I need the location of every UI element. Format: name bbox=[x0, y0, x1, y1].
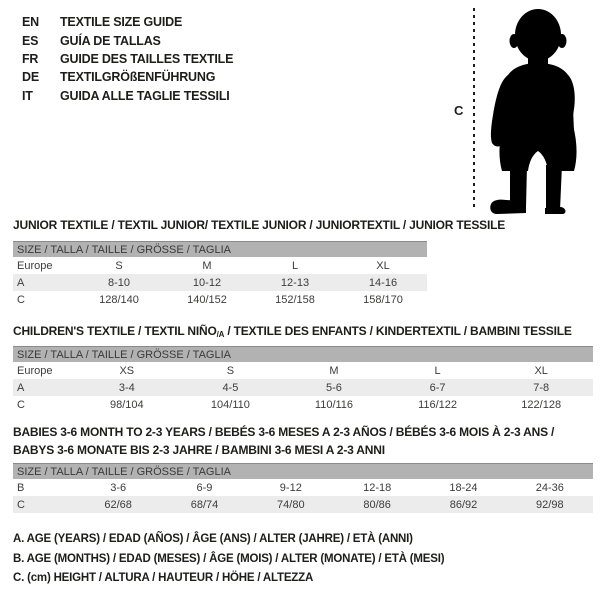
size-cell: 9-12 bbox=[279, 481, 302, 494]
language-label: TEXTILE SIZE GUIDE bbox=[60, 15, 183, 30]
size-header-row bbox=[13, 347, 593, 363]
size-table-babies bbox=[13, 463, 593, 513]
title-text: / TEXTILE DES ENFANTS / KINDERTEXTIL / BAMBINI TESSILE bbox=[224, 324, 572, 338]
size-cell: 140/152 bbox=[187, 293, 227, 306]
language-code: DE bbox=[22, 70, 39, 85]
size-cell: S bbox=[115, 259, 123, 272]
baby-silhouette-icon bbox=[486, 5, 588, 215]
size-cell: M bbox=[329, 364, 339, 377]
size-cell: 92/98 bbox=[507, 496, 593, 513]
row-label: C bbox=[13, 496, 75, 513]
size-cell: 6-7 bbox=[386, 379, 490, 396]
size-header-label: SIZE / TALLA / TAILLE / GRÖSSE / TAGLIA bbox=[13, 464, 593, 480]
language-label: GUÍA DE TALLAS bbox=[60, 33, 161, 48]
language-code: FR bbox=[22, 51, 39, 66]
legend-line-a: A. AGE (YEARS) / EDAD (AÑOS) / ÂGE (ANS) / ALTER (JAHRE) / ETÀ (ANNI) bbox=[13, 533, 413, 545]
size-cell: 158/170 bbox=[363, 293, 403, 306]
size-cell: XL bbox=[534, 364, 548, 377]
row-label: Europe bbox=[17, 259, 53, 272]
legend-line-c: C. (cm) HEIGHT / ALTURA / HAUTEUR / HÖHE / ALTEZZA bbox=[13, 572, 314, 584]
size-header-label: SIZE / TALLA / TAILLE / GRÖSSE / TAGLIA bbox=[13, 242, 427, 258]
title-subscript: /A bbox=[216, 330, 225, 339]
size-table-children bbox=[13, 346, 593, 413]
table-row-b bbox=[13, 479, 593, 496]
size-cell: S bbox=[226, 364, 235, 377]
size-cell: 7-8 bbox=[489, 379, 593, 396]
language-title-list bbox=[22, 13, 233, 105]
language-row-fr bbox=[22, 50, 233, 68]
row-label: C bbox=[17, 293, 25, 306]
size-cell: L bbox=[291, 259, 299, 272]
row-label: A bbox=[13, 274, 75, 291]
size-cell: 4-5 bbox=[179, 379, 283, 396]
language-row-en bbox=[22, 13, 233, 31]
size-cell: 6-9 bbox=[196, 481, 213, 494]
table-row-europe bbox=[13, 257, 427, 274]
size-cell: 98/104 bbox=[109, 398, 144, 411]
size-cell: XS bbox=[119, 364, 135, 377]
section-title-children bbox=[13, 322, 572, 342]
size-cell: 3-6 bbox=[110, 481, 127, 494]
language-row-de bbox=[22, 68, 233, 86]
size-cell: 8-10 bbox=[75, 274, 163, 291]
size-cell: 12-13 bbox=[251, 274, 339, 291]
size-cell: 18-24 bbox=[449, 481, 478, 494]
size-cell: 152/158 bbox=[275, 293, 315, 306]
size-cell: 86/92 bbox=[420, 496, 506, 513]
height-dotted-line bbox=[473, 8, 475, 211]
section-title-babies-line2: BABYS 3-6 MONATE BIS 2-3 JAHRE / BAMBINI 3-6 MESI A 2-3 ANNI bbox=[13, 443, 385, 457]
language-row-es bbox=[22, 31, 233, 49]
measurement-legend bbox=[13, 530, 444, 589]
size-header-label: SIZE / TALLA / TAILLE / GRÖSSE / TAGLIA bbox=[13, 347, 593, 363]
size-cell: 62/68 bbox=[75, 496, 161, 513]
size-cell: M bbox=[202, 259, 212, 272]
legend-line-b: B. AGE (MONTHS) / EDAD (MESES) / ÂGE (MOIS) / ALTER (MONATE) / ETÀ (MESI) bbox=[13, 552, 445, 565]
language-row-it bbox=[22, 87, 233, 105]
table-row-europe bbox=[13, 362, 593, 379]
size-cell: XL bbox=[376, 259, 390, 272]
language-code: EN bbox=[22, 15, 39, 30]
height-measure-label: C bbox=[454, 103, 464, 118]
size-cell: 116/122 bbox=[418, 398, 458, 411]
language-label: GUIDA ALLE TAGLIE TESSILI bbox=[60, 88, 230, 103]
size-table-junior bbox=[13, 241, 427, 308]
size-header-row bbox=[13, 242, 427, 258]
language-code: IT bbox=[22, 88, 33, 103]
size-cell: 10-12 bbox=[163, 274, 251, 291]
size-cell: 12-18 bbox=[363, 481, 392, 494]
size-cell: 128/140 bbox=[99, 293, 139, 306]
table-row-c bbox=[13, 396, 593, 413]
language-code: ES bbox=[22, 33, 39, 48]
size-cell: 24-36 bbox=[535, 481, 564, 494]
size-cell: 80/86 bbox=[334, 496, 420, 513]
section-title-babies bbox=[13, 423, 554, 459]
row-label: C bbox=[17, 398, 25, 411]
table-row-c bbox=[13, 496, 593, 513]
language-label: GUIDE DES TAILLES TEXTILE bbox=[60, 51, 234, 66]
table-row-a bbox=[13, 274, 427, 291]
row-label: Europe bbox=[17, 364, 53, 377]
table-row-c bbox=[13, 291, 427, 308]
size-cell: 14-16 bbox=[339, 274, 427, 291]
size-cell: L bbox=[434, 364, 441, 377]
size-cell: 122/128 bbox=[521, 398, 562, 411]
row-label: B bbox=[17, 481, 25, 494]
size-cell: 3-4 bbox=[75, 379, 179, 396]
size-header-row bbox=[13, 464, 593, 480]
size-cell: 104/110 bbox=[210, 398, 250, 411]
row-label: A bbox=[13, 379, 75, 396]
size-cell: 5-6 bbox=[282, 379, 386, 396]
size-cell: 110/116 bbox=[314, 398, 354, 411]
title-text: CHILDREN'S TEXTILE / TEXTIL NIÑO bbox=[13, 324, 217, 338]
section-title-babies-line1: BABIES 3-6 MONTH TO 2-3 YEARS / BEBÉS 3-6 MESES A 2-3 AÑOS / BÉBÉS 3-6 MOIS À 2-3 ANS / bbox=[13, 425, 555, 439]
size-cell: 74/80 bbox=[248, 496, 334, 513]
section-title-junior: JUNIOR TEXTILE / TEXTIL JUNIOR/ TEXTILE JUNIOR / JUNIORTEXTIL / JUNIOR TESSILE bbox=[13, 218, 506, 232]
language-label: TEXTILGRÖßENFÜHRUNG bbox=[60, 70, 216, 85]
table-row-a bbox=[13, 379, 593, 396]
size-cell: 68/74 bbox=[161, 496, 247, 513]
